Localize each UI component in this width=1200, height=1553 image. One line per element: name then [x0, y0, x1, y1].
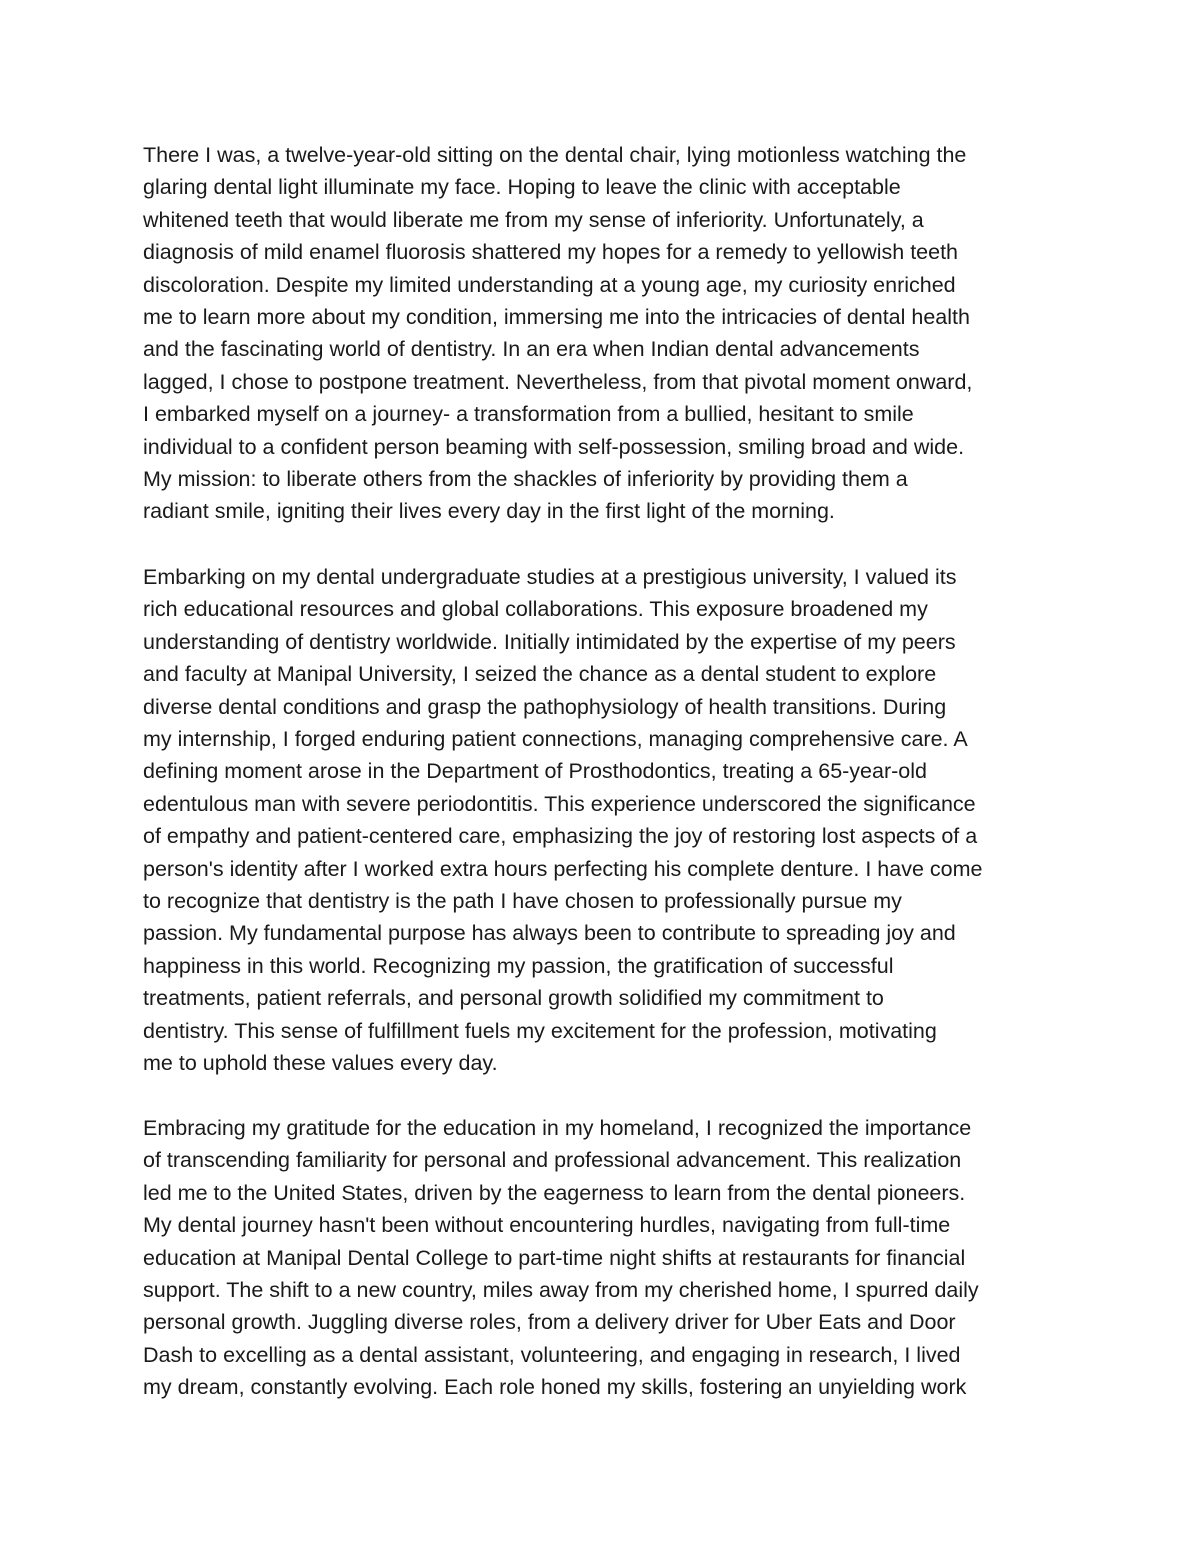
text-line: individual to a confident person beaming with self-possession, smiling broad and wide.: [143, 434, 965, 459]
text-line: person's identity after I worked extra hours perfecting his complete denture. I have come: [143, 856, 983, 881]
text-line: lagged, I chose to postpone treatment. Nevertheless, from that pivotal moment onward,: [143, 369, 973, 394]
text-line: My mission: to liberate others from the shackles of inferiority by providing them a: [143, 467, 908, 492]
text-line: discoloration. Despite my limited understanding at a young age, my curiosity enriched: [143, 272, 956, 297]
text-line: happiness in this world. Recognizing my passion, the gratification of successful: [143, 953, 894, 978]
paragraph-2: [143, 561, 1083, 1080]
text-line: Dash to excelling as a dental assistant, volunteering, and engaging in research, I lived: [143, 1342, 961, 1367]
text-line: Embracing my gratitude for the education in my homeland, I recognized the importance: [143, 1116, 972, 1140]
text-line: of transcending familiarity for personal and professional advancement. This realization: [143, 1148, 962, 1173]
text-line: my dream, constantly evolving. Each role honed my skills, fostering an unyielding work: [143, 1375, 967, 1400]
text-line: My dental journey hasn't been without encountering hurdles, navigating from full-time: [143, 1213, 951, 1238]
paragraph-1: [143, 139, 1083, 528]
text-line: led me to the United States, driven by the eagerness to learn from the dental pioneers.: [143, 1180, 966, 1205]
text-line: passion. My fundamental purpose has always been to contribute to spreading joy and: [143, 921, 956, 946]
text-line: diverse dental conditions and grasp the pathophysiology of health transitions. During: [143, 694, 947, 719]
text-line: support. The shift to a new country, miles away from my cherished home, I spurred daily: [143, 1278, 979, 1303]
paragraph-3: [143, 1112, 1083, 1404]
text-line: rich educational resources and global collaborations. This exposure broadened my: [143, 597, 928, 622]
text-line: to recognize that dentistry is the path I have chosen to professionally pursue my: [143, 889, 902, 914]
text-line: I embarked myself on a journey- a transformation from a bullied, hesitant to smile: [143, 402, 914, 427]
text-line: There I was, a twelve-year-old sitting on the dental chair, lying motionless watching the: [143, 143, 967, 167]
text-line: treatments, patient referrals, and personal growth solidified my commitment to: [143, 986, 884, 1011]
text-line: edentulous man with severe periodontitis. This experience underscored the significance: [143, 791, 976, 816]
text-line: whitened teeth that would liberate me from my sense of inferiority. Unfortunately, a: [143, 207, 924, 232]
text-line: my internship, I forged enduring patient connections, managing comprehensive care. A: [143, 727, 968, 752]
text-line: dentistry. This sense of fulfillment fuels my excitement for the profession, motivating: [143, 1018, 937, 1043]
text-line: radiant smile, igniting their lives every day in the first light of the morning.: [143, 499, 835, 524]
text-line: me to uphold these values every day.: [143, 1051, 498, 1076]
text-line: and faculty at Manipal University, I seized the chance as a dental student to explore: [143, 662, 937, 687]
text-line: education at Manipal Dental College to part-time night shifts at restaurants for financial: [143, 1245, 966, 1270]
text-line: defining moment arose in the Department of Prosthodontics, treating a 65-year-old: [143, 759, 927, 784]
text-line: understanding of dentistry worldwide. Initially intimidated by the expertise of my peers: [143, 629, 956, 654]
text-line: me to learn more about my condition, immersing me into the intricacies of dental health: [143, 305, 970, 330]
text-line: Embarking on my dental undergraduate studies at a prestigious university, I valued its: [143, 565, 957, 589]
text-line: and the fascinating world of dentistry. In an era when Indian dental advancements: [143, 337, 920, 362]
text-line: personal growth. Juggling diverse roles, from a delivery driver for Uber Eats and Door: [143, 1310, 956, 1335]
text-line: of empathy and patient-centered care, emphasizing the joy of restoring lost aspects of a: [143, 824, 978, 849]
text-line: diagnosis of mild enamel fluorosis shattered my hopes for a remedy to yellowish teeth: [143, 240, 959, 265]
text-line: glaring dental light illuminate my face. Hoping to leave the clinic with acceptable: [143, 175, 901, 200]
